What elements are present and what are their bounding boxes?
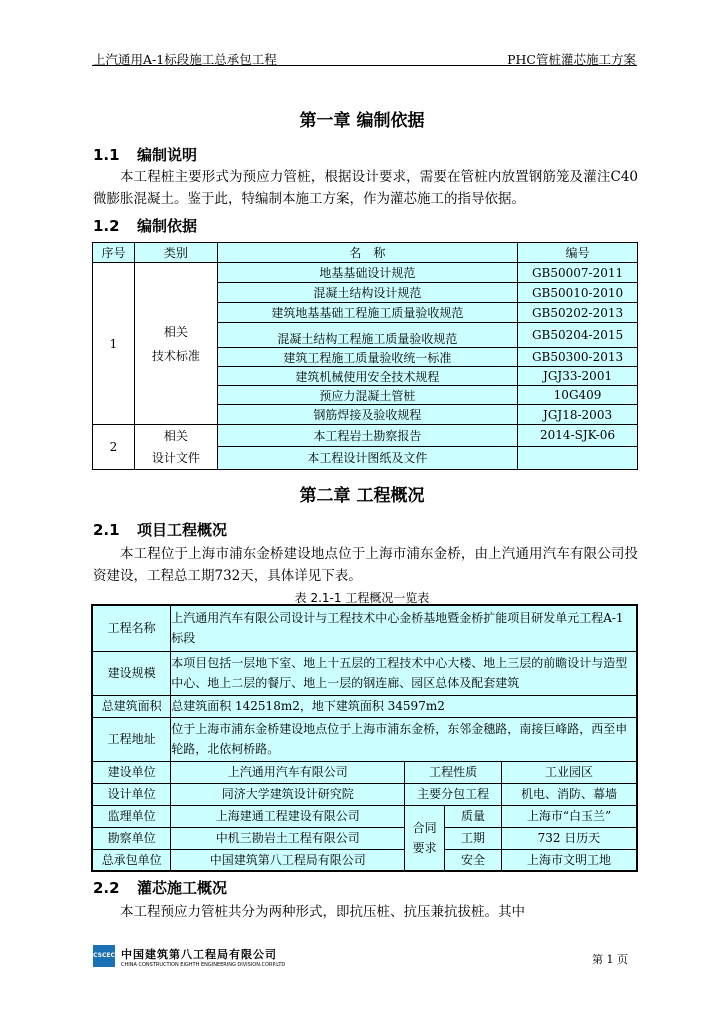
- label-cell: 工程性质: [405, 761, 502, 783]
- group-no: 2: [93, 425, 135, 470]
- header-cell: 编号: [518, 243, 638, 263]
- contract-label-line: 要求: [412, 840, 437, 855]
- section-title: 编制依据: [137, 217, 198, 235]
- label-cell: 工程名称: [92, 605, 171, 651]
- contract-label-line: 合同: [412, 820, 437, 835]
- paragraph-2: 本工程位于上海市浦东金桥建设地点位于上海市浦东金桥，由上汽通用汽车有限公司投资建设，工程总工期732天，具体详见下表。: [93, 546, 638, 584]
- basis-table: [92, 242, 638, 470]
- value-cell: 上海市“白玉兰”: [501, 805, 637, 827]
- standard-code: JGJ33-2001: [518, 367, 638, 386]
- group-no: 1: [93, 263, 135, 425]
- category-line: 设计文件: [151, 451, 200, 465]
- header-right: PHC管桩灌芯施工方案: [507, 52, 636, 67]
- table-row: [92, 717, 637, 761]
- standard-name: 钢筋焊接及验收规程: [217, 405, 517, 425]
- document-code: 2014-SJK-06: [518, 425, 638, 447]
- table-row: [92, 761, 637, 783]
- section-title: 项目工程概况: [137, 521, 228, 539]
- section-1-1: [93, 144, 197, 165]
- page-number: 第 1 页: [592, 953, 628, 966]
- standard-name: 混凝土结构工程施工质量验收规范: [217, 323, 517, 348]
- table-row: [92, 695, 637, 717]
- standard-code: 10G409: [518, 386, 638, 405]
- label-cell: 勘察单位: [92, 827, 171, 849]
- category-line: 相关: [163, 429, 188, 443]
- value-cell: 上汽通用汽车有限公司: [171, 761, 405, 783]
- value-cell: 上海建通工程建设有限公司: [171, 805, 405, 827]
- contract-label: [405, 805, 445, 871]
- label-cell: 主要分包工程: [405, 783, 502, 805]
- label-cell: 质量: [445, 805, 502, 827]
- label-cell: 总承包单位: [92, 849, 171, 871]
- standard-name: 混凝土结构设计规范: [217, 283, 517, 303]
- area-text: 总建筑面积 142518m2，地下建筑面积 34597m2: [171, 695, 637, 717]
- label-cell: 总建筑面积: [92, 695, 171, 717]
- value-cell: 同济大学建筑设计研究院: [171, 783, 405, 805]
- overview-table: [91, 604, 638, 872]
- label-cell: 建设单位: [92, 761, 171, 783]
- table-row: [92, 651, 637, 695]
- table-row: [92, 783, 637, 805]
- paragraph-1: 本工程桩主要形式为预应力管桩，根据设计要求，需要在管桩内放置钢筋笼及灌注C40微膨胀混凝土。鉴于此，特编制本施工方案，作为灌芯施工的指导依据。: [93, 169, 638, 207]
- section-number: 2.2: [93, 879, 120, 897]
- label-cell: 设计单位: [92, 783, 171, 805]
- section-1-2: [93, 215, 197, 236]
- header-divider: [92, 65, 637, 66]
- label-cell: 工期: [445, 827, 502, 849]
- standard-code: JGJ18-2003: [518, 405, 638, 425]
- value-cell: 机电、消防、幕墙: [501, 783, 637, 805]
- label-cell: 安全: [445, 849, 502, 871]
- section-title: 灌芯施工概况: [137, 879, 228, 897]
- project-name: 上汽通用汽车有限公司设计与工程技术中心金桥基地暨金桥扩能项目研发单元工程A-1 标段: [171, 605, 637, 651]
- label-cell: 建设规模: [92, 651, 171, 695]
- section-title: 编制说明: [137, 146, 198, 164]
- standard-name: 建筑地基基础工程施工质量验收规范: [217, 303, 517, 323]
- table-row: [93, 425, 638, 447]
- table-row: [93, 263, 638, 283]
- header-cell: 序号: [93, 243, 135, 263]
- company-name-cn: 中国建筑第八工程局有限公司: [121, 948, 277, 961]
- company-logo-icon: CSCEC: [93, 945, 115, 967]
- table-row: [92, 849, 637, 871]
- value-cell: 732 日历天: [501, 827, 637, 849]
- standard-name: 地基基础设计规范: [217, 263, 517, 283]
- label-cell: 监理单位: [92, 805, 171, 827]
- standard-code: GB50010-2010: [518, 283, 638, 303]
- section-2-2: [93, 877, 227, 898]
- table-row: [92, 827, 637, 849]
- section-number: 1.1: [93, 146, 120, 164]
- standard-code: GB50007-2011: [518, 263, 638, 283]
- document-name: 本工程设计图纸及文件: [217, 446, 517, 469]
- label-cell: 工程地址: [92, 717, 171, 761]
- group-category: [134, 263, 217, 425]
- company-name-en: CHINA CONSTRUCTION EIGHTH ENGINEERING DIVISION.CORP.LTD: [121, 962, 286, 968]
- header-cell: 名 称: [217, 243, 517, 263]
- paragraph-3: 本工程预应力管桩共分为两种形式，即抗压桩、抗压兼抗拔桩。其中: [120, 904, 525, 920]
- group-category: [134, 425, 217, 470]
- standard-name: 预应力混凝土管桩: [217, 386, 517, 405]
- scale-text: 本项目包括一层地下室、地上十五层的工程技术中心大楼、地上三层的前瞻设计与造型中心、地上二层的餐厅、地上一层的钢连廊、园区总体及配套建筑: [171, 651, 637, 695]
- standard-name: 建筑机械使用安全技术规程: [217, 367, 517, 386]
- section-2-1: [93, 519, 227, 540]
- table-row: [92, 605, 637, 651]
- standard-code: GB50204-2015: [518, 323, 638, 348]
- standard-name: 建筑工程施工质量验收统一标准: [217, 348, 517, 367]
- category-line: 技术标准: [151, 348, 200, 363]
- table-caption: 表 2.1-1 工程概况一览表: [294, 591, 430, 605]
- document-name: 本工程岩土勘察报告: [217, 425, 517, 447]
- value-cell: 上海市文明工地: [501, 849, 637, 871]
- value-cell: 中国建筑第八工程局有限公司: [171, 849, 405, 871]
- table-header-row: [93, 243, 638, 263]
- section-number: 2.1: [93, 521, 120, 539]
- address-text: 位于上海市浦东金桥建设地点位于上海市浦东金桥，东邻金穗路，南接巨峰路，西至申轮路，北依柯桥路。: [171, 717, 637, 761]
- standard-code: GB50300-2013: [518, 348, 638, 367]
- table-row: [92, 805, 637, 827]
- value-cell: 工业园区: [501, 761, 637, 783]
- standard-code: GB50202-2013: [518, 303, 638, 323]
- header-cell: 类别: [134, 243, 217, 263]
- chapter1-title: 第一章 编制依据: [299, 111, 425, 131]
- header-left: 上汽通用A-1标段施工总承包工程: [93, 52, 277, 67]
- chapter2-title: 第二章 工程概况: [299, 486, 425, 506]
- category-line: 相关: [163, 324, 188, 339]
- value-cell: 中机三勘岩土工程有限公司: [171, 827, 405, 849]
- document-code: [518, 446, 638, 469]
- section-number: 1.2: [93, 217, 120, 235]
